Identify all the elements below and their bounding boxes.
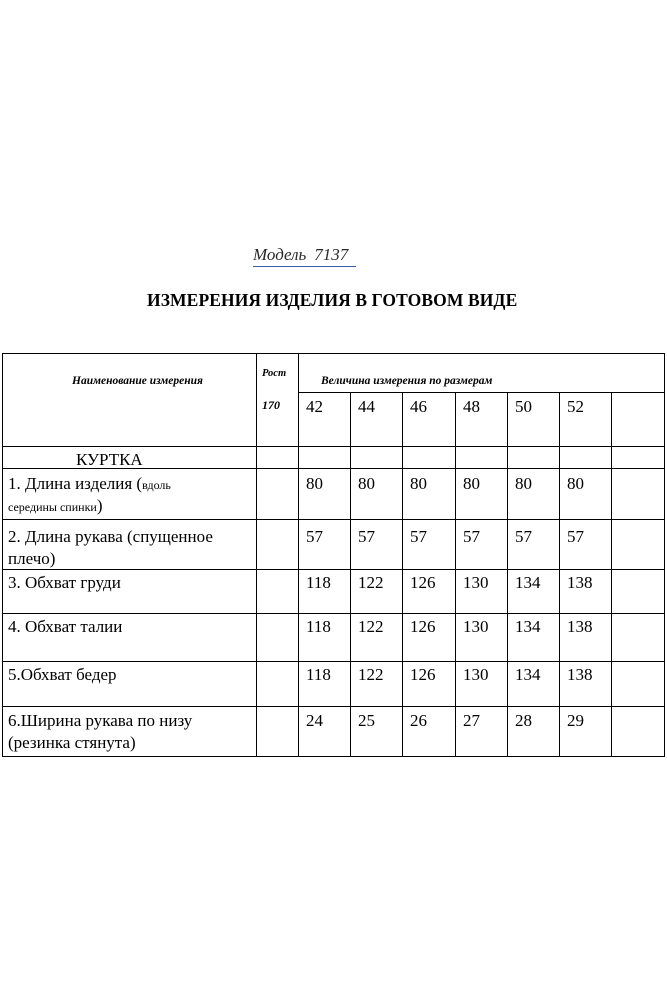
model-word: Модель [253,245,307,264]
row-divider [2,569,665,570]
table-top-border [2,353,665,354]
header-bottom-border [2,446,665,447]
table-cell: 57 [463,527,480,546]
table-cell: 134 [515,617,541,636]
col-border [256,353,257,757]
table-cell: 80 [410,474,427,493]
table-cell: 24 [306,711,323,730]
col-border [402,392,403,757]
size-header: 44 [358,397,375,416]
row-label-note: вдоль [142,478,171,492]
table-cell: 80 [515,474,532,493]
table-cell: 29 [567,711,584,730]
table-cell: 57 [515,527,532,546]
size-header: 50 [515,397,532,416]
row-label: 3. Обхват груди [8,573,121,592]
row-divider [2,706,665,707]
size-header: 48 [463,397,480,416]
col-border [507,392,508,757]
table-cell: 122 [358,665,384,684]
table-cell: 134 [515,665,541,684]
row-label-tail: ) [96,496,103,515]
section-title: КУРТКА [76,450,143,469]
name-column-header: Наименование измерения [72,375,203,387]
row-divider [2,661,665,662]
table-cell: 57 [358,527,375,546]
table-cell: 138 [567,665,593,684]
table-cell: 130 [463,665,489,684]
col-border [2,353,3,757]
row-label-line2: (резинка стянута) [8,733,136,752]
size-header: 46 [410,397,427,416]
col-border [350,392,351,757]
table-cell: 80 [358,474,375,493]
table-cell: 118 [306,665,331,684]
col-border [664,353,665,757]
table-cell: 26 [410,711,427,730]
table-cell: 57 [567,527,584,546]
table-cell: 28 [515,711,532,730]
table-cell: 27 [463,711,480,730]
table-cell: 134 [515,573,541,592]
height-value: 170 [262,398,280,412]
table-cell: 122 [358,617,384,636]
table-cell: 80 [306,474,323,493]
row-label-line2 [8,495,103,518]
table-cell: 138 [567,573,593,592]
col-border [611,392,612,757]
row-label [8,473,171,496]
table-bottom-border [2,756,665,757]
size-header: 52 [567,397,584,416]
row-label: 4. Обхват талии [8,617,123,636]
table-cell: 118 [306,573,331,592]
table-cell: 126 [410,665,436,684]
table-cell: 25 [358,711,375,730]
table-cell: 130 [463,617,489,636]
row-label: 6.Ширина рукава по низу [8,711,193,730]
col-border [455,392,456,757]
col-border [559,392,560,757]
table-cell: 57 [410,527,427,546]
table-cell: 118 [306,617,331,636]
col-border [298,353,299,757]
row-divider [2,613,665,614]
row-label: 5.Обхват бедер [8,665,117,684]
table-cell: 130 [463,573,489,592]
row-label-note: середины спинки [8,500,97,514]
height-label: Рост [262,368,287,379]
row-label-line2: плечо) [8,549,56,568]
model-number: 7137 [314,245,349,264]
sizes-header: Величина измерения по размерам [321,375,493,387]
size-header: 42 [306,397,323,416]
table-cell: 138 [567,617,593,636]
sizes-divider [298,392,665,393]
table-cell: 80 [463,474,480,493]
table-cell: 57 [306,527,323,546]
row-label-text: 1. Длина изделия ( [8,474,143,493]
table-cell: 80 [567,474,584,493]
table-cell: 122 [358,573,384,592]
row-divider [2,519,665,520]
page-title: ИЗМЕРЕНИЯ ИЗДЕЛИЯ В ГОТОВОМ ВИДЕ [147,290,518,310]
row-label: 2. Длина рукава (спущенное [8,527,213,546]
table-cell: 126 [410,617,436,636]
table-cell: 126 [410,573,436,592]
